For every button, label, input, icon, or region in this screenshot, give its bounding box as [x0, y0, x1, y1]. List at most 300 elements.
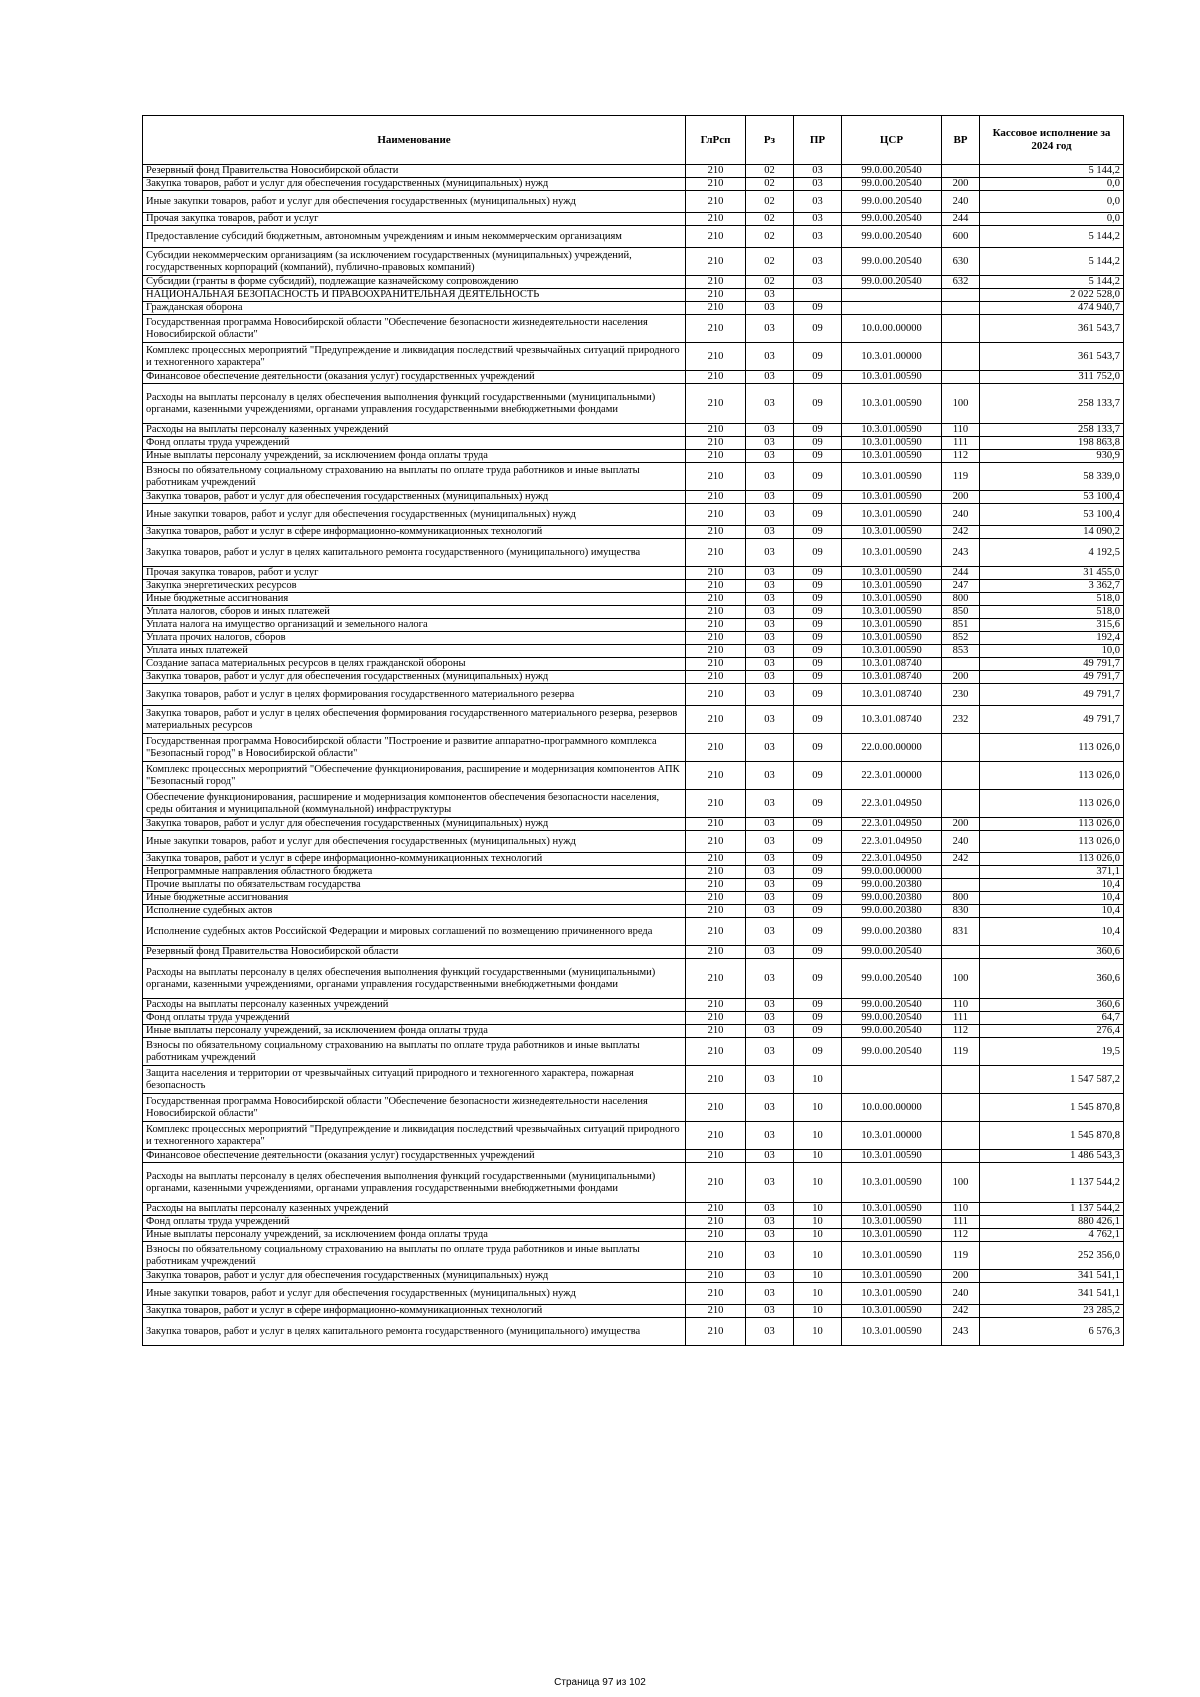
- row-vr: 119: [942, 1242, 980, 1270]
- row-rz: 03: [746, 593, 794, 606]
- row-rz: 03: [746, 999, 794, 1012]
- row-csr: 10.3.01.00590: [842, 424, 942, 437]
- row-glrsp: 210: [686, 226, 746, 248]
- header-amount: Кассовое исполнение за 2024 год: [980, 116, 1124, 165]
- row-glrsp: 210: [686, 619, 746, 632]
- row-pr: 09: [794, 526, 842, 539]
- row-csr: 10.3.01.08740: [842, 671, 942, 684]
- row-name: Расходы на выплаты персоналу в целях обеспечения выполнения функций государственными (муниципальными) органами, казенными учреждениями, органами управления государственными внебюджетными фондами: [143, 384, 686, 424]
- row-vr: 200: [942, 818, 980, 831]
- row-vr: [942, 1150, 980, 1163]
- row-rz: 03: [746, 1012, 794, 1025]
- row-csr: 10.3.01.00590: [842, 1270, 942, 1283]
- row-pr: 10: [794, 1203, 842, 1216]
- row-vr: 240: [942, 191, 980, 213]
- row-name: Иные выплаты персоналу учреждений, за исключением фонда оплаты труда: [143, 1025, 686, 1038]
- table-row: [143, 1216, 1124, 1229]
- row-glrsp: 210: [686, 734, 746, 762]
- row-glrsp: 210: [686, 1094, 746, 1122]
- row-amount: 10,4: [980, 892, 1124, 905]
- row-csr: 22.0.00.00000: [842, 734, 942, 762]
- row-vr: 230: [942, 684, 980, 706]
- row-csr: 99.0.00.20540: [842, 191, 942, 213]
- row-pr: 09: [794, 879, 842, 892]
- row-rz: 03: [746, 526, 794, 539]
- row-rz: 03: [746, 1229, 794, 1242]
- header-glrsp: ГлРсп: [686, 116, 746, 165]
- row-amount: 6 576,3: [980, 1318, 1124, 1346]
- row-csr: 10.3.01.00590: [842, 580, 942, 593]
- row-pr: 09: [794, 658, 842, 671]
- row-amount: 258 133,7: [980, 384, 1124, 424]
- row-csr: 10.3.01.00590: [842, 491, 942, 504]
- row-pr: [794, 289, 842, 302]
- row-name: Закупка товаров, работ и услуг в целях формирования государственного материального резерва: [143, 684, 686, 706]
- table-row: [143, 504, 1124, 526]
- row-pr: 09: [794, 580, 842, 593]
- row-glrsp: 210: [686, 593, 746, 606]
- row-amount: 14 090,2: [980, 526, 1124, 539]
- row-glrsp: 210: [686, 539, 746, 567]
- row-pr: 10: [794, 1318, 842, 1346]
- row-rz: 02: [746, 248, 794, 276]
- row-glrsp: 210: [686, 999, 746, 1012]
- table-row: [143, 539, 1124, 567]
- table-row: [143, 866, 1124, 879]
- row-name: Закупка товаров, работ и услуг в сфере информационно-коммуникационных технологий: [143, 1305, 686, 1318]
- table-row: [143, 1229, 1124, 1242]
- row-pr: 03: [794, 226, 842, 248]
- row-glrsp: 210: [686, 276, 746, 289]
- row-rz: 03: [746, 1163, 794, 1203]
- table-row: [143, 424, 1124, 437]
- row-vr: 831: [942, 918, 980, 946]
- row-glrsp: 210: [686, 289, 746, 302]
- row-name: Исполнение судебных актов: [143, 905, 686, 918]
- row-csr: 10.3.01.00590: [842, 619, 942, 632]
- table-row: [143, 226, 1124, 248]
- table-row: [143, 1203, 1124, 1216]
- row-vr: 244: [942, 567, 980, 580]
- row-vr: 632: [942, 276, 980, 289]
- row-rz: 03: [746, 1038, 794, 1066]
- row-csr: 10.3.01.00590: [842, 593, 942, 606]
- row-amount: 31 455,0: [980, 567, 1124, 580]
- row-vr: 240: [942, 1283, 980, 1305]
- row-amount: 64,7: [980, 1012, 1124, 1025]
- row-amount: 1 137 544,2: [980, 1163, 1124, 1203]
- row-csr: 10.3.01.00590: [842, 371, 942, 384]
- row-amount: 5 144,2: [980, 226, 1124, 248]
- row-rz: 03: [746, 790, 794, 818]
- row-amount: 49 791,7: [980, 658, 1124, 671]
- row-vr: 100: [942, 959, 980, 999]
- table-row: [143, 593, 1124, 606]
- row-amount: 10,4: [980, 905, 1124, 918]
- row-vr: 111: [942, 1012, 980, 1025]
- row-vr: [942, 879, 980, 892]
- row-vr: [942, 866, 980, 879]
- row-csr: 10.3.01.08740: [842, 658, 942, 671]
- row-rz: 03: [746, 1203, 794, 1216]
- table-row: [143, 831, 1124, 853]
- row-name: Закупка товаров, работ и услуг в целях капитального ремонта государственного (муниципального) имущества: [143, 539, 686, 567]
- row-glrsp: 210: [686, 959, 746, 999]
- row-name: Уплата иных платежей: [143, 645, 686, 658]
- row-amount: 930,9: [980, 450, 1124, 463]
- row-amount: 518,0: [980, 593, 1124, 606]
- row-name: Гражданская оборона: [143, 302, 686, 315]
- table-row: [143, 853, 1124, 866]
- row-name: Расходы на выплаты персоналу казенных учреждений: [143, 999, 686, 1012]
- row-pr: 09: [794, 734, 842, 762]
- row-amount: 113 026,0: [980, 734, 1124, 762]
- row-name: Прочая закупка товаров, работ и услуг: [143, 213, 686, 226]
- row-amount: 1 137 544,2: [980, 1203, 1124, 1216]
- row-name: Иные бюджетные ассигнования: [143, 892, 686, 905]
- row-csr: 10.3.01.00590: [842, 504, 942, 526]
- row-glrsp: 210: [686, 1305, 746, 1318]
- row-vr: 242: [942, 526, 980, 539]
- row-amount: 3 362,7: [980, 580, 1124, 593]
- row-amount: 10,4: [980, 879, 1124, 892]
- row-csr: 99.0.00.20380: [842, 918, 942, 946]
- row-name: Закупка товаров, работ и услуг в целях капитального ремонта государственного (муниципального) имущества: [143, 1318, 686, 1346]
- row-csr: 10.3.01.00590: [842, 1242, 942, 1270]
- row-pr: 09: [794, 1012, 842, 1025]
- table-row: [143, 248, 1124, 276]
- row-name: Предоставление субсидий бюджетным, автономным учреждениям и иным некоммерческим организациям: [143, 226, 686, 248]
- row-name: Комплекс процессных мероприятий "Обеспечение функционирования, расширение и модернизация компонентов АПК "Безопасный город": [143, 762, 686, 790]
- table-row: [143, 526, 1124, 539]
- row-vr: 242: [942, 1305, 980, 1318]
- row-amount: 341 541,1: [980, 1283, 1124, 1305]
- table-row: [143, 580, 1124, 593]
- table-row: [143, 606, 1124, 619]
- row-amount: 4 192,5: [980, 539, 1124, 567]
- row-rz: 03: [746, 1094, 794, 1122]
- table-row: [143, 1270, 1124, 1283]
- row-csr: 10.3.01.00590: [842, 1283, 942, 1305]
- row-vr: [942, 1122, 980, 1150]
- row-glrsp: 210: [686, 671, 746, 684]
- table-row: [143, 276, 1124, 289]
- row-glrsp: 210: [686, 1163, 746, 1203]
- row-glrsp: 210: [686, 463, 746, 491]
- row-name: Уплата прочих налогов, сборов: [143, 632, 686, 645]
- table-row: [143, 567, 1124, 580]
- row-rz: 03: [746, 645, 794, 658]
- row-pr: 09: [794, 853, 842, 866]
- row-rz: 03: [746, 463, 794, 491]
- row-vr: [942, 315, 980, 343]
- row-glrsp: 210: [686, 818, 746, 831]
- row-amount: 276,4: [980, 1025, 1124, 1038]
- row-csr: [842, 302, 942, 315]
- row-name: Расходы на выплаты персоналу в целях обеспечения выполнения функций государственными (муниципальными) органами, казенными учреждениями, органами управления государственными внебюджетными фондами: [143, 1163, 686, 1203]
- row-pr: 03: [794, 213, 842, 226]
- row-amount: 880 426,1: [980, 1216, 1124, 1229]
- row-glrsp: 210: [686, 248, 746, 276]
- budget-execution-table: [142, 115, 1124, 1346]
- row-rz: 03: [746, 1270, 794, 1283]
- row-vr: 243: [942, 1318, 980, 1346]
- table-row: [143, 671, 1124, 684]
- row-vr: [942, 343, 980, 371]
- row-amount: 1 545 870,8: [980, 1094, 1124, 1122]
- row-name: Защита населения и территории от чрезвычайных ситуаций природного и техногенного характера, пожарная безопасность: [143, 1066, 686, 1094]
- row-rz: 02: [746, 213, 794, 226]
- row-rz: 03: [746, 289, 794, 302]
- table-row: [143, 371, 1124, 384]
- row-rz: 03: [746, 1242, 794, 1270]
- row-glrsp: 210: [686, 645, 746, 658]
- row-rz: 03: [746, 606, 794, 619]
- row-rz: 03: [746, 371, 794, 384]
- row-csr: 22.3.01.04950: [842, 831, 942, 853]
- row-glrsp: 210: [686, 178, 746, 191]
- row-csr: 99.0.00.20380: [842, 905, 942, 918]
- row-csr: 99.0.00.20540: [842, 213, 942, 226]
- row-csr: 99.0.00.20540: [842, 1012, 942, 1025]
- table-row: [143, 905, 1124, 918]
- row-vr: [942, 1066, 980, 1094]
- header-name: Наименование: [143, 116, 686, 165]
- row-name: Закупка товаров, работ и услуг для обеспечения государственных (муниципальных) нужд: [143, 178, 686, 191]
- row-rz: 03: [746, 619, 794, 632]
- row-glrsp: 210: [686, 853, 746, 866]
- row-pr: 09: [794, 437, 842, 450]
- row-rz: 03: [746, 905, 794, 918]
- table-row: [143, 315, 1124, 343]
- row-rz: 02: [746, 165, 794, 178]
- row-rz: 03: [746, 491, 794, 504]
- row-vr: 110: [942, 1203, 980, 1216]
- row-pr: 10: [794, 1163, 842, 1203]
- row-csr: 99.0.00.20540: [842, 1025, 942, 1038]
- row-name: Финансовое обеспечение деятельности (оказания услуг) государственных учреждений: [143, 1150, 686, 1163]
- row-glrsp: 210: [686, 1122, 746, 1150]
- row-vr: [942, 289, 980, 302]
- row-vr: [942, 946, 980, 959]
- row-name: Исполнение судебных актов Российской Федерации и мировых соглашений по возмещению причиненного вреда: [143, 918, 686, 946]
- row-vr: 111: [942, 437, 980, 450]
- row-name: Государственная программа Новосибирской области "Построение и развитие аппаратно-программного комплекса "Безопасный город" в Новосибирской области": [143, 734, 686, 762]
- row-glrsp: 210: [686, 1066, 746, 1094]
- row-rz: 03: [746, 853, 794, 866]
- row-pr: 09: [794, 892, 842, 905]
- row-rz: 03: [746, 1305, 794, 1318]
- row-rz: 03: [746, 671, 794, 684]
- row-pr: 10: [794, 1094, 842, 1122]
- row-rz: 03: [746, 1216, 794, 1229]
- row-name: Уплата налога на имущество организаций и земельного налога: [143, 619, 686, 632]
- row-pr: 09: [794, 593, 842, 606]
- table-row: [143, 1025, 1124, 1038]
- row-csr: 22.3.01.04950: [842, 818, 942, 831]
- row-amount: 49 791,7: [980, 706, 1124, 734]
- row-csr: 99.0.00.20380: [842, 892, 942, 905]
- row-glrsp: 210: [686, 1216, 746, 1229]
- row-amount: 371,1: [980, 866, 1124, 879]
- row-vr: [942, 302, 980, 315]
- row-vr: 200: [942, 491, 980, 504]
- table-row: [143, 450, 1124, 463]
- row-vr: [942, 658, 980, 671]
- row-name: Создание запаса материальных ресурсов в целях гражданской обороны: [143, 658, 686, 671]
- row-glrsp: 210: [686, 658, 746, 671]
- row-name: Субсидии (гранты в форме субсидий), подлежащие казначейскому сопровождению: [143, 276, 686, 289]
- table-row: [143, 1305, 1124, 1318]
- row-csr: 10.3.01.00590: [842, 526, 942, 539]
- row-amount: 315,6: [980, 619, 1124, 632]
- row-vr: 600: [942, 226, 980, 248]
- row-name: Прочие выплаты по обязательствам государства: [143, 879, 686, 892]
- row-rz: 03: [746, 866, 794, 879]
- row-rz: 03: [746, 567, 794, 580]
- row-glrsp: 210: [686, 165, 746, 178]
- row-amount: 1 486 543,3: [980, 1150, 1124, 1163]
- row-pr: 09: [794, 606, 842, 619]
- page-number: Страница 97 из 102: [554, 1677, 646, 1688]
- row-amount: 113 026,0: [980, 831, 1124, 853]
- row-vr: 852: [942, 632, 980, 645]
- row-name: Расходы на выплаты персоналу казенных учреждений: [143, 424, 686, 437]
- row-amount: 10,4: [980, 918, 1124, 946]
- row-glrsp: 210: [686, 213, 746, 226]
- row-vr: 800: [942, 892, 980, 905]
- row-pr: 09: [794, 491, 842, 504]
- row-csr: 10.3.01.00590: [842, 567, 942, 580]
- row-pr: 09: [794, 384, 842, 424]
- row-rz: 03: [746, 302, 794, 315]
- row-pr: 09: [794, 762, 842, 790]
- table-row: [143, 191, 1124, 213]
- row-amount: 113 026,0: [980, 818, 1124, 831]
- row-vr: 200: [942, 671, 980, 684]
- row-pr: 09: [794, 619, 842, 632]
- row-csr: 99.0.00.20540: [842, 959, 942, 999]
- row-name: Закупка товаров, работ и услуг для обеспечения государственных (муниципальных) нужд: [143, 818, 686, 831]
- row-csr: 99.0.00.20380: [842, 879, 942, 892]
- row-pr: 09: [794, 905, 842, 918]
- row-rz: 03: [746, 437, 794, 450]
- row-rz: 02: [746, 178, 794, 191]
- row-amount: 53 100,4: [980, 491, 1124, 504]
- row-glrsp: 210: [686, 1318, 746, 1346]
- row-pr: 09: [794, 315, 842, 343]
- row-rz: 03: [746, 918, 794, 946]
- row-csr: 10.3.01.00590: [842, 539, 942, 567]
- row-glrsp: 210: [686, 1270, 746, 1283]
- row-rz: 03: [746, 504, 794, 526]
- row-glrsp: 210: [686, 191, 746, 213]
- row-rz: 03: [746, 539, 794, 567]
- table-row: [143, 1318, 1124, 1346]
- row-rz: 03: [746, 343, 794, 371]
- row-amount: 49 791,7: [980, 684, 1124, 706]
- table-row: [143, 684, 1124, 706]
- row-glrsp: 210: [686, 302, 746, 315]
- table-row: [143, 946, 1124, 959]
- row-name: Иные закупки товаров, работ и услуг для обеспечения государственных (муниципальных) нужд: [143, 504, 686, 526]
- row-glrsp: 210: [686, 580, 746, 593]
- row-vr: 112: [942, 1025, 980, 1038]
- row-name: Комплекс процессных мероприятий "Предупреждение и ликвидация последствий чрезвычайных ситуаций природного и техногенного характера": [143, 1122, 686, 1150]
- row-amount: 23 285,2: [980, 1305, 1124, 1318]
- header-csr: ЦСР: [842, 116, 942, 165]
- table-row: [143, 343, 1124, 371]
- row-name: Фонд оплаты труда учреждений: [143, 1216, 686, 1229]
- row-amount: 0,0: [980, 191, 1124, 213]
- row-rz: 03: [746, 684, 794, 706]
- row-rz: 03: [746, 831, 794, 853]
- row-name: Комплекс процессных мероприятий "Предупреждение и ликвидация последствий чрезвычайных ситуаций природного и техногенного характера": [143, 343, 686, 371]
- row-name: Прочая закупка товаров, работ и услуг: [143, 567, 686, 580]
- table-row: [143, 999, 1124, 1012]
- row-pr: 10: [794, 1229, 842, 1242]
- row-name: Закупка товаров, работ и услуг для обеспечения государственных (муниципальных) нужд: [143, 491, 686, 504]
- row-vr: 119: [942, 463, 980, 491]
- row-csr: 10.3.01.00590: [842, 1203, 942, 1216]
- row-rz: 03: [746, 1025, 794, 1038]
- row-pr: 03: [794, 191, 842, 213]
- row-amount: 361 543,7: [980, 343, 1124, 371]
- row-glrsp: 210: [686, 905, 746, 918]
- row-pr: 09: [794, 424, 842, 437]
- row-amount: 113 026,0: [980, 762, 1124, 790]
- row-rz: 03: [746, 734, 794, 762]
- row-csr: 99.0.00.20540: [842, 946, 942, 959]
- table-row: [143, 790, 1124, 818]
- row-amount: 1 547 587,2: [980, 1066, 1124, 1094]
- table-row: [143, 1038, 1124, 1066]
- row-glrsp: 210: [686, 343, 746, 371]
- row-amount: 198 863,8: [980, 437, 1124, 450]
- row-glrsp: 210: [686, 706, 746, 734]
- row-glrsp: 210: [686, 450, 746, 463]
- row-glrsp: 210: [686, 567, 746, 580]
- row-glrsp: 210: [686, 1150, 746, 1163]
- row-csr: 10.3.01.00590: [842, 645, 942, 658]
- row-amount: 341 541,1: [980, 1270, 1124, 1283]
- row-glrsp: 210: [686, 437, 746, 450]
- row-vr: [942, 762, 980, 790]
- row-csr: 10.3.01.08740: [842, 684, 942, 706]
- row-csr: 10.3.01.00590: [842, 1150, 942, 1163]
- row-csr: 10.3.01.00000: [842, 343, 942, 371]
- row-csr: 10.3.01.08740: [842, 706, 942, 734]
- table-body: [143, 165, 1124, 1346]
- row-pr: 09: [794, 818, 842, 831]
- row-glrsp: 210: [686, 504, 746, 526]
- row-amount: 474 940,7: [980, 302, 1124, 315]
- row-vr: 200: [942, 178, 980, 191]
- table-row: [143, 762, 1124, 790]
- row-vr: 243: [942, 539, 980, 567]
- row-amount: 360,6: [980, 999, 1124, 1012]
- row-name: Иные бюджетные ассигнования: [143, 593, 686, 606]
- row-pr: 09: [794, 959, 842, 999]
- row-vr: 111: [942, 1216, 980, 1229]
- row-amount: 192,4: [980, 632, 1124, 645]
- row-pr: 10: [794, 1283, 842, 1305]
- row-vr: 100: [942, 384, 980, 424]
- row-glrsp: 210: [686, 1229, 746, 1242]
- row-vr: 800: [942, 593, 980, 606]
- row-amount: 360,6: [980, 946, 1124, 959]
- row-pr: 09: [794, 632, 842, 645]
